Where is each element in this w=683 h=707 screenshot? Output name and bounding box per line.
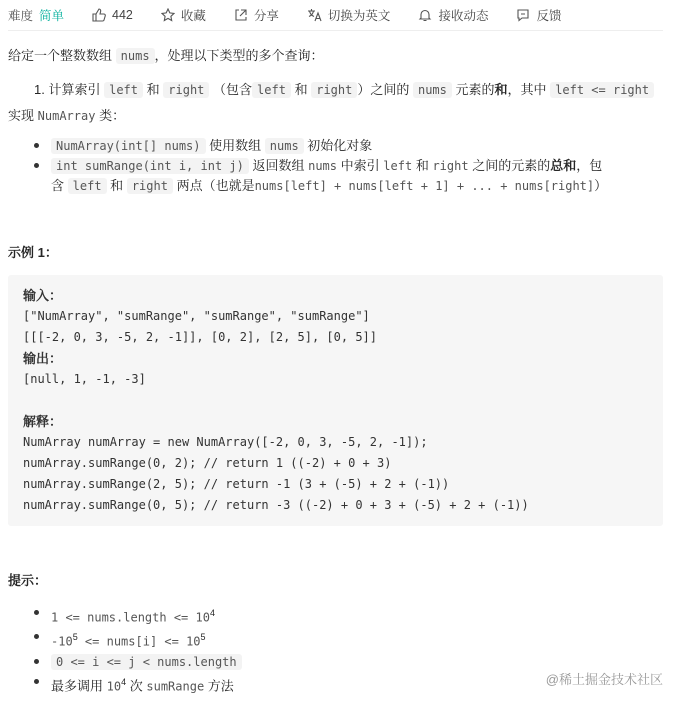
bold-text: 总和 — [550, 158, 577, 173]
hint-code: -10 — [51, 634, 73, 649]
notify-label: 接收动态 — [438, 9, 489, 23]
code-right: right — [163, 82, 209, 98]
output-label: 输出： — [23, 351, 63, 366]
explain-line: NumArray numArray = new NumArray([-2, 0, 3, -5, 2, -1]); — [23, 435, 428, 449]
toolbar — [8, 0, 663, 31]
bullet-dot — [34, 163, 39, 168]
intro-paragraph — [8, 46, 663, 66]
item-text: 两点（也就是 — [176, 178, 255, 193]
item-text: 使用数组 — [209, 138, 262, 153]
watermark — [546, 669, 663, 688]
bullet-dot — [34, 610, 39, 615]
list-item — [8, 627, 663, 651]
code-numarray: NumArray — [37, 109, 96, 123]
explain-label: 解释： — [23, 414, 63, 429]
bullet-dot — [34, 634, 39, 639]
input-label: 输入： — [23, 288, 63, 303]
code-sum-expr: nums[left] + nums[left + 1] + ... + nums[right] — [254, 179, 595, 193]
code-nums: nums — [116, 48, 155, 64]
superscript: 5 — [200, 632, 206, 643]
intro-text: 给定一个整数数组 — [8, 48, 113, 63]
list-number: 1. — [34, 82, 45, 97]
bullet-dot — [34, 679, 39, 684]
explain-line: numArray.sumRange(0, 2); // return 1 ((-2) + 0 + 3) — [23, 456, 392, 470]
example-title: 示例 1： — [8, 245, 58, 260]
difficulty-value: 简单 — [39, 9, 65, 23]
explain-line: numArray.sumRange(0, 5); // return -3 ((-2) + 0 + 3 + (-5) + 2 + (-1)) — [23, 498, 529, 512]
list-item — [8, 136, 663, 156]
code-nums: nums — [265, 138, 304, 154]
hint-code: 0 <= i <= j < nums.length — [51, 654, 242, 670]
code-nums: nums — [308, 159, 338, 173]
hint-text: 方法 — [207, 677, 234, 693]
code-left: left — [252, 82, 291, 98]
item-text: 含 — [51, 178, 65, 193]
hint-code: 10 — [106, 678, 122, 693]
code-left: left — [383, 159, 413, 173]
item-text: 计算索引 — [48, 82, 101, 97]
impl-text: 实现 — [8, 108, 35, 123]
code-right: right — [311, 82, 357, 98]
translate-icon — [307, 8, 322, 22]
item-text: 返回数组 — [252, 158, 305, 173]
difficulty-label: 难度 — [8, 9, 34, 23]
favorite-button[interactable] — [161, 6, 206, 24]
bell-icon — [418, 8, 432, 22]
impl-text: 类： — [99, 108, 126, 123]
code-left: left — [68, 178, 107, 194]
query-list-item — [8, 80, 663, 100]
share-icon — [234, 8, 248, 22]
blank-line — [23, 390, 648, 411]
item-text: ，其中 — [507, 82, 547, 97]
switch-language-label: 切换为英文 — [327, 9, 391, 23]
likes-count: 442 — [112, 8, 133, 22]
notify-button[interactable] — [418, 6, 488, 24]
item-text: 之间的元素的 — [472, 158, 551, 173]
hint-code: <= nums[i] <= — [77, 634, 187, 649]
code-left: left — [104, 82, 143, 98]
item-text: ） — [594, 178, 608, 193]
hint-code: sumRange — [146, 678, 205, 693]
code-condition: left <= right — [550, 82, 654, 98]
input-line: [[[-2, 0, 3, -5, 2, -1]], [0, 2], [2, 5], [0, 5]] — [23, 330, 378, 344]
code-right: right — [127, 178, 173, 194]
difficulty — [8, 6, 64, 24]
switch-language-button[interactable] — [307, 6, 391, 24]
feedback-icon — [516, 8, 530, 22]
thumbs-up-icon — [92, 8, 106, 22]
share-label: 分享 — [253, 9, 279, 23]
bullet-dot — [34, 659, 39, 664]
hint-code: 1 <= nums.length <= 10 — [51, 610, 210, 625]
intro-text-2: ，处理以下类型的多个查询： — [154, 48, 324, 63]
hints-title: 提示： — [8, 573, 48, 588]
code-nums: nums — [413, 82, 452, 98]
code-sumrange: int sumRange(int i, int j) — [51, 158, 249, 174]
item-text: 和 — [294, 82, 308, 97]
item-text: ，包 — [576, 158, 603, 173]
bullet-dot — [34, 143, 39, 148]
hint-code: 10 — [186, 634, 201, 649]
feedback-button[interactable] — [516, 6, 561, 24]
watermark-text: @稀土掘金技术社区 — [545, 672, 663, 687]
item-text: 元素的 — [455, 82, 495, 97]
problem-description — [8, 46, 663, 696]
input-line: ["NumArray", "sumRange", "sumRange", "sumRange"] — [23, 309, 370, 323]
hint-text: 最多调用 — [51, 677, 104, 693]
implement-paragraph — [8, 106, 663, 126]
star-icon — [161, 8, 175, 22]
favorite-label: 收藏 — [180, 9, 206, 23]
item-text: 和 — [146, 82, 160, 97]
bold-text: 和 — [494, 82, 508, 97]
list-item — [8, 603, 663, 627]
superscript: 4 — [209, 608, 215, 618]
item-text: ）之间的 — [357, 82, 410, 97]
list-item — [8, 156, 663, 196]
share-button[interactable] — [234, 6, 279, 24]
item-text: 和 — [415, 158, 429, 173]
item-text: 中索引 — [340, 158, 380, 173]
code-right: right — [432, 159, 469, 173]
hint-text: 次 — [129, 677, 143, 693]
output-line: [null, 1, -1, -3] — [23, 372, 146, 386]
superscript: 5 — [72, 632, 78, 643]
feedback-label: 反馈 — [536, 9, 562, 23]
code-constructor: NumArray(int[] nums) — [51, 138, 206, 154]
example-code-block — [8, 275, 663, 526]
method-list — [8, 136, 663, 196]
explain-line: numArray.sumRange(2, 5); // return -1 (3 + (-5) + 2 + (-1)) — [23, 477, 450, 491]
item-text: （包含 — [213, 82, 253, 97]
superscript: 4 — [121, 676, 127, 687]
item-text: 和 — [110, 178, 124, 193]
item-text: 初始化对象 — [307, 138, 373, 153]
like-button[interactable] — [92, 8, 133, 22]
